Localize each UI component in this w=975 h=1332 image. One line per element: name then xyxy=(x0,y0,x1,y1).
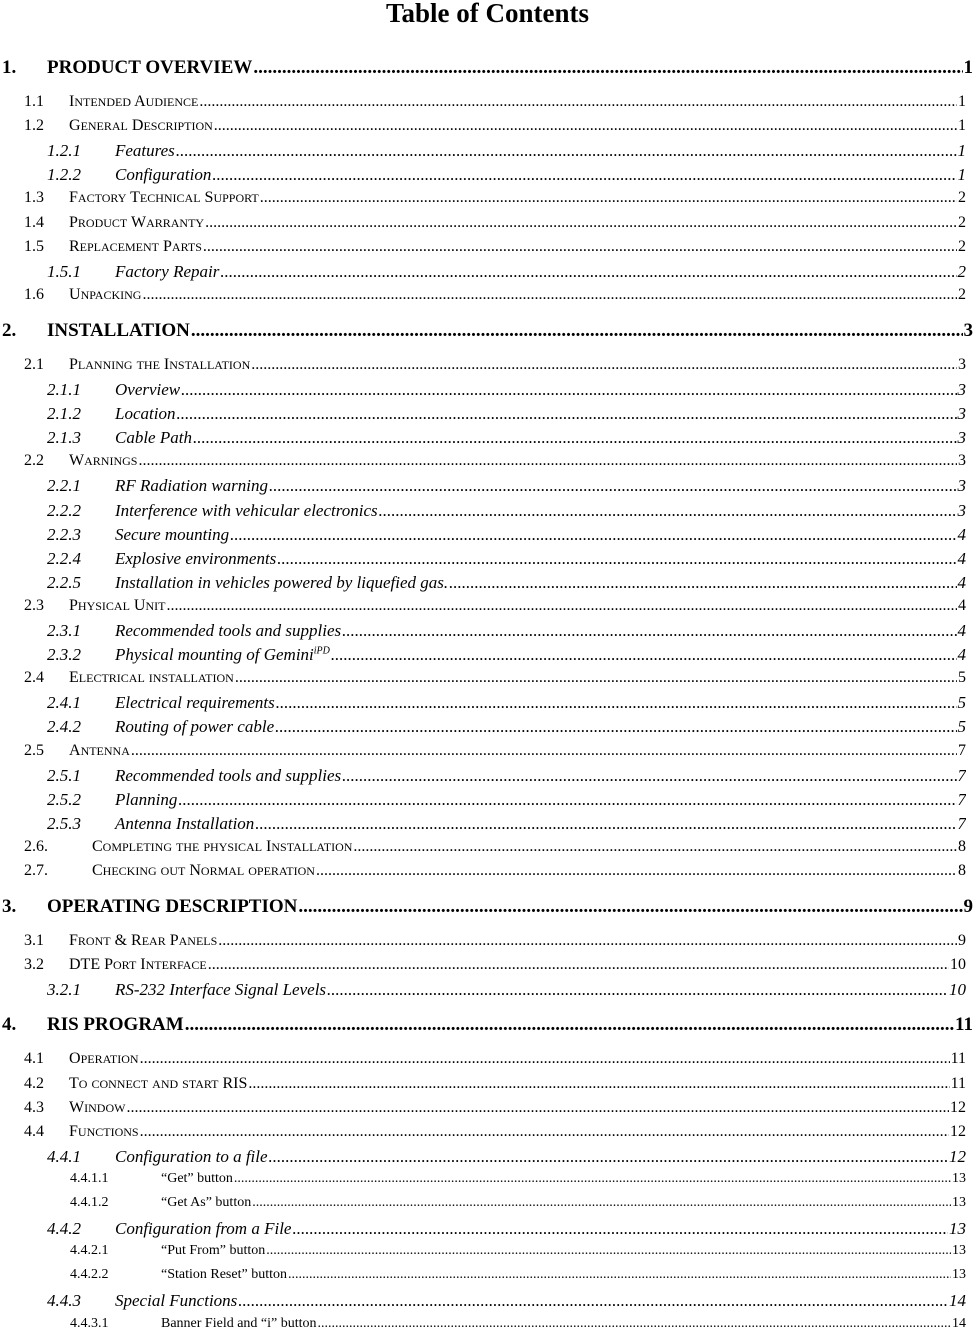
toc-entry[interactable] xyxy=(47,262,966,282)
toc-entry[interactable] xyxy=(47,549,966,569)
toc-entry-page: 7 xyxy=(957,813,966,833)
toc-entry-page: 12 xyxy=(950,1098,966,1116)
toc-entry-number: 1.1 xyxy=(24,93,44,110)
toc-entry[interactable] xyxy=(24,742,966,760)
toc-entry-title: Installation in vehicles powered by liquefied gas. xyxy=(115,572,449,592)
toc-entry[interactable] xyxy=(2,320,973,342)
toc-entry-number: 2.1.1 xyxy=(47,380,81,399)
dot-leader xyxy=(275,717,956,737)
toc-entry-number: 2.3.1 xyxy=(47,621,81,640)
toc-entry-page: 1 xyxy=(958,117,966,135)
toc-entry[interactable] xyxy=(47,814,966,834)
dot-leader xyxy=(138,452,957,470)
dot-leader xyxy=(131,742,957,760)
toc-entry[interactable] xyxy=(2,1014,973,1036)
dot-leader xyxy=(260,189,957,207)
dot-leader xyxy=(253,57,962,79)
toc-entry[interactable] xyxy=(47,404,966,424)
toc-entry-number: 4.4 xyxy=(24,1122,44,1140)
toc-entry-title: REPLACEMENT PARTS xyxy=(69,237,202,255)
dot-leader xyxy=(342,766,956,786)
toc-entry-number: 2.2.5 xyxy=(47,572,81,592)
dot-leader xyxy=(166,597,957,615)
toc-entry-page: 5 xyxy=(957,717,966,737)
toc-entry[interactable] xyxy=(24,956,966,974)
toc-entry[interactable] xyxy=(24,862,966,880)
toc-entry-title: Physical mounting of Gemini$^{iPD}$ xyxy=(115,645,330,665)
dot-leader xyxy=(342,621,956,641)
toc-entry[interactable] xyxy=(47,501,966,521)
toc-entry-number: 2.5 xyxy=(24,741,44,759)
dot-leader xyxy=(218,932,957,950)
toc-entry-number: 4.3 xyxy=(24,1098,44,1116)
toc-entry-page: 11 xyxy=(950,1050,966,1068)
toc-entry-number: 2.3 xyxy=(24,596,44,614)
toc-entry-title: DTE PORT INTERFACE xyxy=(69,956,207,974)
toc-entry[interactable] xyxy=(24,238,966,256)
toc-entry-number: 2. xyxy=(2,319,17,341)
toc-entry-page: 5 xyxy=(958,669,966,687)
toc-entry-title: Explosive environments xyxy=(115,548,277,568)
toc-entry-title: INSTALLATION xyxy=(47,319,190,341)
toc-entry[interactable] xyxy=(24,1075,966,1093)
dot-leader xyxy=(191,320,963,342)
toc-entry-title: Overview xyxy=(115,380,181,399)
toc-entry-page: 7 xyxy=(957,789,966,809)
toc-entry-number: 1.3 xyxy=(24,189,44,207)
toc-entry-title: Interference with vehicular electronics xyxy=(115,500,378,520)
dot-leader xyxy=(288,1267,951,1283)
toc-entry-page: 9 xyxy=(958,932,966,950)
dot-leader xyxy=(277,549,956,569)
dot-leader xyxy=(220,262,956,282)
toc-entry-title: Banner Field and “i” button xyxy=(161,1315,317,1331)
toc-entry-page: 11 xyxy=(955,1014,973,1036)
dot-leader xyxy=(176,404,956,424)
toc-entry-number: 4.4.2.2 xyxy=(70,1267,109,1283)
toc-entry-title: “Put From” button xyxy=(161,1243,266,1259)
superscript: iPD xyxy=(313,645,330,657)
toc-entry[interactable] xyxy=(24,286,966,304)
toc-entry-number: 3.1 xyxy=(24,932,44,950)
toc-entry[interactable] xyxy=(47,980,966,1000)
toc-entry-page: 3 xyxy=(957,380,966,399)
toc-entry[interactable] xyxy=(24,597,966,615)
toc-entry-title: Configuration to a file xyxy=(115,1146,268,1166)
toc-entry-number: 2.2.1 xyxy=(47,476,81,496)
toc-entry[interactable] xyxy=(2,57,973,79)
toc-entry[interactable] xyxy=(24,669,966,687)
toc-entry-title: FACTORY TECHNICAL SUPPORT xyxy=(69,189,259,207)
toc-entry-number: 1.5.1 xyxy=(47,261,81,281)
toc-entry-title: Configuration xyxy=(115,165,212,185)
dot-leader xyxy=(238,1291,948,1311)
toc-entry-page: 2 xyxy=(957,261,966,281)
toc-entry-title: ANTENNA xyxy=(69,741,130,759)
toc-entry-title: Antenna Installation xyxy=(115,813,255,833)
toc-entry[interactable] xyxy=(24,117,966,135)
toc-entry[interactable] xyxy=(47,476,966,496)
toc-entry-page: 4 xyxy=(957,621,966,640)
toc-entry[interactable] xyxy=(47,525,966,545)
dot-leader xyxy=(276,693,957,713)
dot-leader xyxy=(176,141,957,161)
toc-entry-page: 11 xyxy=(950,1074,966,1092)
dot-leader xyxy=(449,573,956,593)
toc-entry-page: 9 xyxy=(963,896,973,918)
toc-entry-title: Routing of power cable xyxy=(115,717,275,737)
toc-entry-title: UNPACKING xyxy=(69,285,142,303)
dot-leader xyxy=(208,956,949,974)
toc-entry-page: 13 xyxy=(952,1195,966,1210)
toc-entry-title: Cable Path xyxy=(115,428,192,448)
toc-entry-page: 13 xyxy=(952,1170,966,1186)
dot-leader xyxy=(269,476,957,496)
dot-leader xyxy=(252,1195,951,1211)
toc-entry-title: Special Functions xyxy=(115,1291,238,1311)
toc-entry-number: 1.4 xyxy=(24,213,44,231)
toc-entry-page: 7 xyxy=(957,765,966,785)
toc-entry-number: 2.3.2 xyxy=(47,645,81,665)
toc-entry-title: Secure mounting xyxy=(115,524,230,544)
toc-entry[interactable] xyxy=(24,1050,966,1068)
toc-entry-page: 2 xyxy=(958,285,966,303)
toc-entry-title: Features xyxy=(115,141,175,161)
dot-leader xyxy=(214,117,957,135)
toc-entry-page: 4 xyxy=(957,548,966,568)
dot-leader xyxy=(251,356,957,374)
dot-leader xyxy=(203,238,957,256)
toc-entry[interactable] xyxy=(47,717,966,737)
dot-leader xyxy=(230,525,956,545)
toc-entry-page: 2 xyxy=(958,213,966,231)
toc-entry-page: 10 xyxy=(949,980,966,1000)
toc-entry-number: 2.5.2 xyxy=(47,789,81,809)
dot-leader xyxy=(235,669,957,687)
toc-entry[interactable] xyxy=(47,766,966,786)
toc-entry-page: 3 xyxy=(958,452,966,470)
toc-entry-title: WARNINGS xyxy=(69,452,138,470)
toc-entry-title: PRODUCT OVERVIEW xyxy=(47,57,253,78)
dot-leader xyxy=(205,214,957,232)
toc-entry-number: 2.1.3 xyxy=(47,428,81,448)
dot-leader xyxy=(292,1219,948,1239)
dot-leader xyxy=(248,1075,949,1093)
toc-entry-number: 2.2 xyxy=(24,452,44,470)
toc-entry-page: 13 xyxy=(949,1219,966,1239)
dot-leader xyxy=(327,980,948,1000)
toc-entry[interactable] xyxy=(47,621,966,641)
toc-entry-page: 3 xyxy=(963,319,973,341)
toc-entry-page: 7 xyxy=(958,741,966,759)
toc-entry-page: 4 xyxy=(957,524,966,544)
toc-entry-number: 2.2.2 xyxy=(47,500,81,520)
dot-leader xyxy=(379,501,957,521)
dot-leader xyxy=(318,1316,951,1332)
dot-leader xyxy=(199,93,957,111)
toc-entry[interactable] xyxy=(47,790,966,810)
toc-entry-page: 2 xyxy=(958,189,966,207)
toc-entry-title: Location xyxy=(115,404,176,424)
toc-entry-number: 4.1 xyxy=(24,1050,44,1068)
toc-entry-title: Configuration from a File xyxy=(115,1219,292,1239)
dot-leader xyxy=(140,1123,949,1141)
dot-leader xyxy=(185,1014,954,1036)
toc-entry-number: 1.2.2 xyxy=(47,165,81,185)
toc-entry[interactable] xyxy=(47,165,966,185)
toc-entry-title: Electrical requirements xyxy=(115,693,275,713)
toc-entry-page: 4 xyxy=(957,572,966,592)
toc-entry[interactable] xyxy=(24,214,966,232)
toc-entry-number: 2.4.2 xyxy=(47,717,81,737)
toc-entry-number: 4.4.3.1 xyxy=(70,1315,109,1331)
toc-entry-page: 2 xyxy=(958,237,966,255)
toc-entry[interactable] xyxy=(70,1243,966,1259)
toc-entry-title: COMPLETING THE PHYSICAL INSTALLATION xyxy=(92,837,353,855)
toc-entry[interactable] xyxy=(47,1147,966,1167)
toc-entry-number: 2.4.1 xyxy=(47,693,81,713)
toc-entry-number: 1. xyxy=(2,57,17,78)
toc-entry-title: PHYSICAL UNIT xyxy=(69,596,166,614)
dot-leader xyxy=(269,1147,948,1167)
toc-entry-title: “Get” button xyxy=(161,1170,233,1186)
toc-entry[interactable] xyxy=(70,1267,966,1283)
toc-entry-page: 10 xyxy=(950,956,966,974)
toc-entry[interactable] xyxy=(24,1099,966,1117)
toc-entry[interactable] xyxy=(47,380,966,400)
toc-entry-title: “Station Reset” button xyxy=(161,1267,287,1283)
toc-entry-title: OPERATION xyxy=(69,1050,139,1068)
toc-entry-page: 3 xyxy=(957,404,966,424)
toc-entry-title: “Get As” button xyxy=(161,1195,252,1210)
toc-entry-number: 4.4.2 xyxy=(47,1219,81,1239)
toc-entry[interactable] xyxy=(24,932,966,950)
toc-entry-title: RIS PROGRAM xyxy=(47,1014,184,1036)
toc-entry-number: 1.2 xyxy=(24,117,44,135)
toc-entry-number: 4.4.3 xyxy=(47,1291,81,1311)
toc-entry-page: 12 xyxy=(949,1146,966,1166)
toc-entry[interactable] xyxy=(24,189,966,207)
toc-entry-page: 5 xyxy=(957,693,966,713)
toc-entry-title: CHECKING OUT NORMAL OPERATION xyxy=(92,862,315,879)
toc-entry-title: PRODUCT WARRANTY xyxy=(69,213,205,231)
toc-entry[interactable] xyxy=(2,896,973,918)
toc-entry[interactable] xyxy=(47,141,966,161)
toc-entry-number: 1.2.1 xyxy=(47,141,81,161)
toc-entry-title: RF Radiation warning xyxy=(115,476,268,496)
toc-entry-page: 13 xyxy=(952,1267,966,1283)
toc-entry[interactable] xyxy=(24,1123,966,1141)
toc-entry-number: 4.4.1.2 xyxy=(70,1195,109,1210)
toc-entry-number: 1.6 xyxy=(24,285,44,303)
toc-entry-number: 2.4 xyxy=(24,669,44,687)
dot-leader xyxy=(140,1050,950,1068)
toc-entry-number: 1.5 xyxy=(24,237,44,255)
toc-entry-title: TO CONNECT AND START RIS xyxy=(69,1074,248,1092)
toc-entry-page: 1 xyxy=(958,93,966,110)
toc-entry-number: 4. xyxy=(2,1014,17,1036)
toc-entry-title: WINDOW xyxy=(69,1098,126,1116)
dot-leader xyxy=(316,862,957,880)
toc-entry-number: 3.2 xyxy=(24,956,44,974)
toc-entry-page: 3 xyxy=(957,428,966,448)
toc-entry-page: 3 xyxy=(957,476,966,496)
dot-leader xyxy=(193,428,957,448)
toc-entry[interactable] xyxy=(24,93,966,111)
toc-entry-page: 1 xyxy=(963,57,973,78)
toc-entry-number: 4.4.2.1 xyxy=(70,1243,109,1259)
toc-entry-title: Recommended tools and supplies xyxy=(115,621,342,640)
toc-entry-title: RS-232 Interface Signal Levels xyxy=(115,980,327,1000)
toc-entry[interactable] xyxy=(47,693,966,713)
toc-entry-title: Factory Repair xyxy=(115,261,220,281)
toc-entry[interactable] xyxy=(70,1316,966,1332)
toc-entry-title: OPERATING DESCRIPTION xyxy=(47,896,298,918)
toc-entry[interactable] xyxy=(47,428,966,448)
toc-entry-number: 2.6. xyxy=(24,837,48,855)
toc-entry-title: INTENDED AUDIENCE xyxy=(69,93,199,110)
toc-entry-page: 14 xyxy=(949,1291,966,1311)
toc-entry-title: GENERAL DESCRIPTION xyxy=(69,117,213,135)
toc-entry-number: 2.5.3 xyxy=(47,813,81,833)
toc-entry-number: 3.2.1 xyxy=(47,980,81,1000)
toc-entry[interactable] xyxy=(47,645,966,665)
toc-entry-page: 4 xyxy=(957,645,966,665)
toc-entry-page: 8 xyxy=(958,837,966,855)
toc-entry-page: 3 xyxy=(957,500,966,520)
toc-entry-number: 2.2.3 xyxy=(47,524,81,544)
toc-entry-number: 4.4.1 xyxy=(47,1146,81,1166)
toc-entry[interactable] xyxy=(47,1291,966,1311)
dot-leader xyxy=(126,1099,949,1117)
toc-entry-number: 4.4.1.1 xyxy=(70,1170,109,1186)
dot-leader xyxy=(142,286,957,304)
dot-leader xyxy=(298,896,962,918)
toc-entry-title: Recommended tools and supplies xyxy=(115,765,342,785)
page-title: Table of Contents xyxy=(385,0,590,28)
toc-entry[interactable] xyxy=(24,356,966,374)
toc-entry-number: 2.2.4 xyxy=(47,548,81,568)
dot-leader xyxy=(178,790,956,810)
toc-entry-title: ELECTRICAL INSTALLATION xyxy=(69,669,234,687)
toc-entry-title: FRONT & REAR PANELS xyxy=(69,932,218,950)
toc-entry-number: 2.5.1 xyxy=(47,765,81,785)
toc-entry-number: 2.1 xyxy=(24,355,44,373)
toc-entry-number: 2.7. xyxy=(24,862,48,879)
toc-entry[interactable] xyxy=(47,1219,966,1239)
toc-entry-page: 12 xyxy=(950,1122,966,1140)
dot-leader xyxy=(234,1171,951,1187)
dot-leader xyxy=(266,1243,951,1259)
toc-entry[interactable] xyxy=(70,1171,966,1187)
toc-entry[interactable] xyxy=(24,838,966,856)
toc-entry-page: 4 xyxy=(958,596,966,614)
dot-leader xyxy=(255,814,956,834)
toc-entry-number: 2.1.2 xyxy=(47,404,81,424)
toc-entry[interactable] xyxy=(24,452,966,470)
toc-entry-title: PLANNING THE INSTALLATION xyxy=(69,355,251,373)
dot-leader xyxy=(181,380,956,400)
toc-entry-page: 8 xyxy=(958,862,966,879)
dot-leader xyxy=(212,165,956,185)
toc-entry-number: 3. xyxy=(2,896,17,918)
toc-entry-number: 4.2 xyxy=(24,1074,44,1092)
dot-leader xyxy=(331,645,957,665)
toc-entry-page: 14 xyxy=(952,1315,966,1331)
dot-leader xyxy=(353,838,957,856)
toc-entry-page: 13 xyxy=(952,1243,966,1259)
toc-entry-title: Planning xyxy=(115,789,178,809)
toc-entry-page: 1 xyxy=(957,141,966,161)
toc-entry[interactable] xyxy=(70,1195,966,1211)
toc-entry-title: FUNCTIONS xyxy=(69,1122,139,1140)
toc-entry-page: 3 xyxy=(958,355,966,373)
toc-entry-page: 1 xyxy=(957,165,966,185)
toc-entry[interactable] xyxy=(47,573,966,593)
